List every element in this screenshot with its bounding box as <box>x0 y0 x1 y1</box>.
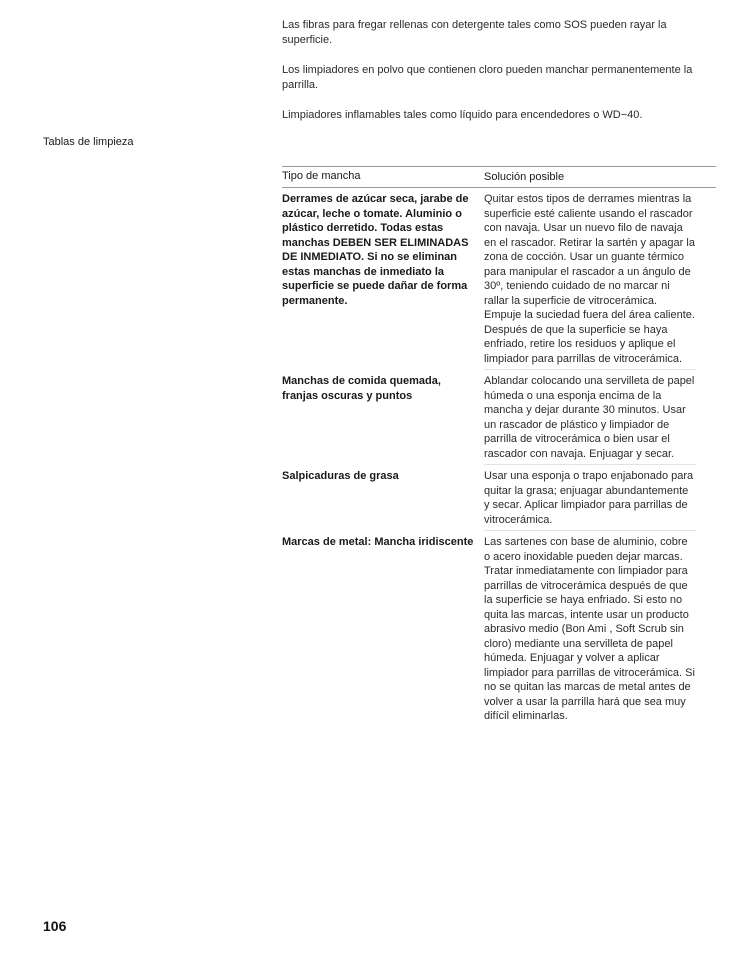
table-row <box>282 531 716 727</box>
stain-cell: Marcas de metal: Mancha iridiscente <box>282 536 474 548</box>
intro-paragraph-flammable: Limpiadores inflamables tales como líquido para encendedores o WD−40. <box>282 109 643 121</box>
stain-cell: Derrames de azúcar seca, jarabe de azúcar, leche o tomate. Aluminio o plástico derretido. Todas estas manchas DEBEN SER ELIMINADAS DE INMEDIATO. Si no se eliminan estas manchas de inmediato la superficie se puede dañar de forma permanente. <box>282 193 469 307</box>
solution-cell: Quitar estos tipos de derrames mientras la superficie esté caliente usando el rascador con navaja. Usar un nuevo filo de navaja en el rascador. Retirar la sartén y apagar la zona de cocción. Usar un guante térmico para manipular el rascador a un ángulo de 30º, teniendo cuidado de no marcar ni rallar la superficie de vitrocerámica. Empuje la suciedad fuera del área caliente. Después de que la superficie se haya enfriado, retire los residuos y aplique el limpiador para parrillas de vitrocerámica. <box>484 192 696 370</box>
table-row <box>282 465 716 531</box>
cleaning-table <box>282 166 716 727</box>
stain-cell: Manchas de comida quemada, franjas oscuras y puntos <box>282 375 441 402</box>
table-row <box>282 370 716 465</box>
solution-cell: Las sartenes con base de aluminio, cobre o acero inoxidable pueden dejar marcas. Tratar inmediatamente con limpiador para parrillas de vitrocerámica después de que la superficie se haya enfriado. Si esto no quita las marcas, intente usar un producto abrasivo medio (Bon Ami , Soft Scrub sin cloro) mediante una servilleta de papel húmeda. Enjuagar y volver a aplicar limpiador para parrillas de vitrocerámica. Si no se quitan las marcas de metal antes de volver a usar la parrilla hará que sea muy difícil eliminarlas. <box>484 536 695 722</box>
page-number: 106 <box>43 918 67 934</box>
stain-cell: Salpicaduras de grasa <box>282 470 399 482</box>
header-possible-solution: Solución posible <box>484 171 565 183</box>
solution-cell: Ablandar colocando una servilleta de papel húmeda o una esponja encima de la mancha y dejar durante 30 minutos. Usar un rascador de plástico y limpiador de parrilla de vitrocerámica o bien usar el rascador con navaja. Enjuagar y secar. <box>484 374 696 465</box>
header-stain-type: Tipo de mancha <box>282 170 361 182</box>
intro-paragraph-chlorine: Los limpiadores en polvo que contienen cloro pueden manchar permanentemente la parrilla. <box>282 64 693 91</box>
intro-paragraph-sos: Las fibras para fregar rellenas con detergente tales como SOS pueden rayar la superficie. <box>282 19 667 46</box>
section-title: Tablas de limpieza <box>43 136 134 148</box>
table-row <box>282 188 716 370</box>
intro-warnings <box>282 18 714 138</box>
table-header <box>282 167 716 188</box>
solution-cell: Usar una esponja o trapo enjabonado para quitar la grasa; enjuagar abundantemente y secar. Aplicar limpiador para parrillas de vitrocerámica. <box>484 469 696 531</box>
